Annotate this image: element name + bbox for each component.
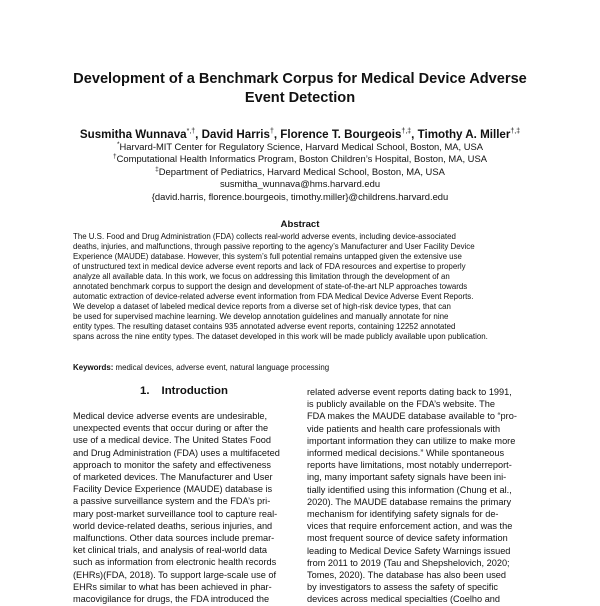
abstract-line: of unstructured text in medical device adverse event reports and lack of FDA resources and expertise to properly — [73, 262, 466, 271]
abstract-line: Experience (MAUDE) database. However, this system’s full potential remains untapped given the extensive use — [73, 252, 462, 261]
body-line: mary post-market surveillance tool to capture real- — [73, 508, 278, 519]
keywords — [73, 363, 527, 373]
author-affiliation-marks: †,‡ — [510, 128, 521, 136]
body-line: by investigators to assess the safety of specific — [307, 582, 498, 593]
abstract-line: automatic extraction of device-related adverse event information from FDA Medical Device Adverse Event Reports. — [73, 292, 474, 301]
affiliation-text: Harvard-MIT Center for Regulatory Science, Harvard Medical School, Boston, MA, USA — [119, 141, 484, 152]
body-line: vices that require enforcement action, and was the — [307, 521, 513, 532]
affiliation-mark: ‡ — [155, 165, 159, 173]
body-line: of marketed devices. The Manufacturer and User — [73, 472, 273, 483]
author-name: David Harris — [201, 128, 270, 141]
affiliation-text: Computational Health Informatics Program, Boston Children’s Hospital, Boston, MA, USA — [116, 153, 487, 165]
abstract-line: analyze all available data. In this work, we focus on addressing this limitation through the development of an — [73, 272, 450, 281]
body-line: unexpected events that occur during or after the — [73, 423, 269, 434]
abstract-line: spans across the nine entity types. The dataset developed in this work will be made publicly available upon publication. — [73, 332, 488, 341]
section-title: Introduction — [161, 385, 228, 397]
body-line: ing, many important safety signals have been ini- — [307, 472, 507, 483]
abstract-line: annotated benchmark corpus to support the design and development of state-of-the-art NLP approaches towards — [73, 282, 468, 291]
body-line: Facility Device Experience (MAUDE) database is — [73, 484, 273, 495]
author-name: Timothy A. Miller — [417, 128, 511, 141]
body-line: related adverse event reports dating back to 1991, — [307, 387, 512, 397]
body-line: important information they can utilize to make more — [307, 435, 516, 446]
author-name: Florence T. Bourgeois — [280, 128, 402, 141]
author-affiliation-marks: †,‡ — [401, 128, 412, 136]
body-line: FDA makes the MAUDE database available to “pro- — [307, 411, 517, 422]
body-line: approach to monitor the safety and effectiveness — [73, 459, 271, 470]
body-line: Tomes, 2020). The database has also been used — [307, 570, 507, 581]
abstract-line: We develop a dataset of labeled medical device reports from a diverse set of high-risk device types, that can — [73, 302, 451, 311]
abstract-line: The U.S. Food and Drug Administration (FDA) collects real-world adverse events, including device-associated — [73, 232, 456, 241]
right-column — [307, 386, 529, 606]
section-number: 1. — [140, 385, 150, 397]
affiliation — [40, 141, 560, 153]
affiliation-text: Department of Pediatrics, Harvard Medical School, Boston, MA, USA — [158, 165, 445, 177]
author-affiliation-marks: † — [269, 128, 274, 136]
body-line: most frequent source of device safety information — [307, 533, 508, 544]
body-line: and Drug Administration (FDA) uses a multifaceted — [73, 447, 280, 458]
author-affiliation-marks: *,† — [186, 128, 196, 136]
body-line: devices across medical specialties (Coelho and — [307, 594, 501, 605]
author-email[interactable]: susmitha_wunnava@hms.harvard.edu — [219, 178, 381, 190]
body-line: malfunctions. Other data sources include premar- — [73, 533, 275, 544]
author-name: Susmitha Wunnava — [79, 128, 187, 141]
body-line: world device-related deaths, serious injuries, and — [73, 520, 273, 531]
body-line: ket clinical trials, and analysis of real-world data — [73, 545, 268, 556]
body-line: (EHRs)(FDA, 2018). To support large-scale use of — [73, 569, 277, 580]
affiliation — [40, 166, 560, 178]
body-line: tially identified using this information (Chung et al., — [307, 484, 512, 495]
title-line: Event Detection — [244, 90, 356, 106]
section-heading — [73, 385, 295, 397]
abstract-heading: Abstract — [280, 219, 320, 230]
affiliations-block — [40, 141, 560, 203]
body-line: reports have limitations, most notably underreport- — [307, 460, 512, 471]
body-line: mechanism for identifying safety signals for de- — [307, 509, 499, 520]
body-line: leading to Medical Device Safety Warnings issued — [307, 545, 511, 556]
paper-title — [40, 70, 560, 108]
abstract-line: deaths, injuries, and malfunctions, through passive reporting to the agency’s Manufacturer and User Facility Device — [73, 242, 475, 251]
affiliation-mark: * — [116, 140, 120, 148]
abstract-body — [73, 232, 527, 342]
author-email[interactable]: {david.harris, florence.bourgeois, timothy.miller}@childrens.harvard.edu — [151, 190, 449, 202]
body-line: a passive surveillance system and the FDA’s pri- — [73, 496, 271, 507]
body-line: use of a medical device. The United States Food — [73, 435, 271, 446]
author-list: Susmitha Wunnava*,†, David Harris†, Florence T. Bourgeois†,‡, Timothy A. Miller†,‡ — [79, 128, 521, 141]
title-line: Development of a Benchmark Corpus for Medical Device Adverse — [73, 71, 527, 87]
body-line: such as information from electronic health records — [73, 557, 277, 568]
body-line: is publicly available on the FDA’s website. The — [307, 399, 495, 410]
body-line: macovigilance for drugs, the FDA introduced the — [73, 594, 270, 605]
body-line: EHRs similar to what has been achieved in phar- — [73, 581, 272, 592]
affiliation — [40, 153, 560, 165]
affiliation-mark: † — [113, 153, 117, 161]
body-line: vide patients and health care professionals with — [307, 423, 501, 434]
keywords-text: medical devices, adverse event, natural language processing — [115, 363, 330, 372]
body-line: informed medical decisions.” While spontaneous — [307, 448, 505, 459]
left-column — [73, 410, 295, 605]
abstract-line: entity types. The resulting dataset contains 935 annotated adverse event reports, containing 12252 annotated — [73, 322, 456, 331]
body-line: 2020). The MAUDE database remains the primary — [307, 496, 512, 507]
body-line: from 2011 to 2019 (Tau and Shepshelovich, 2020; — [307, 557, 510, 568]
body-line: Medical device adverse events are undesirable, — [73, 411, 268, 421]
abstract-line: be used for supervised machine learning. We develop annotation guidelines and manually annotate for nine — [73, 312, 449, 321]
keywords-label: Keywords: — [73, 363, 114, 372]
